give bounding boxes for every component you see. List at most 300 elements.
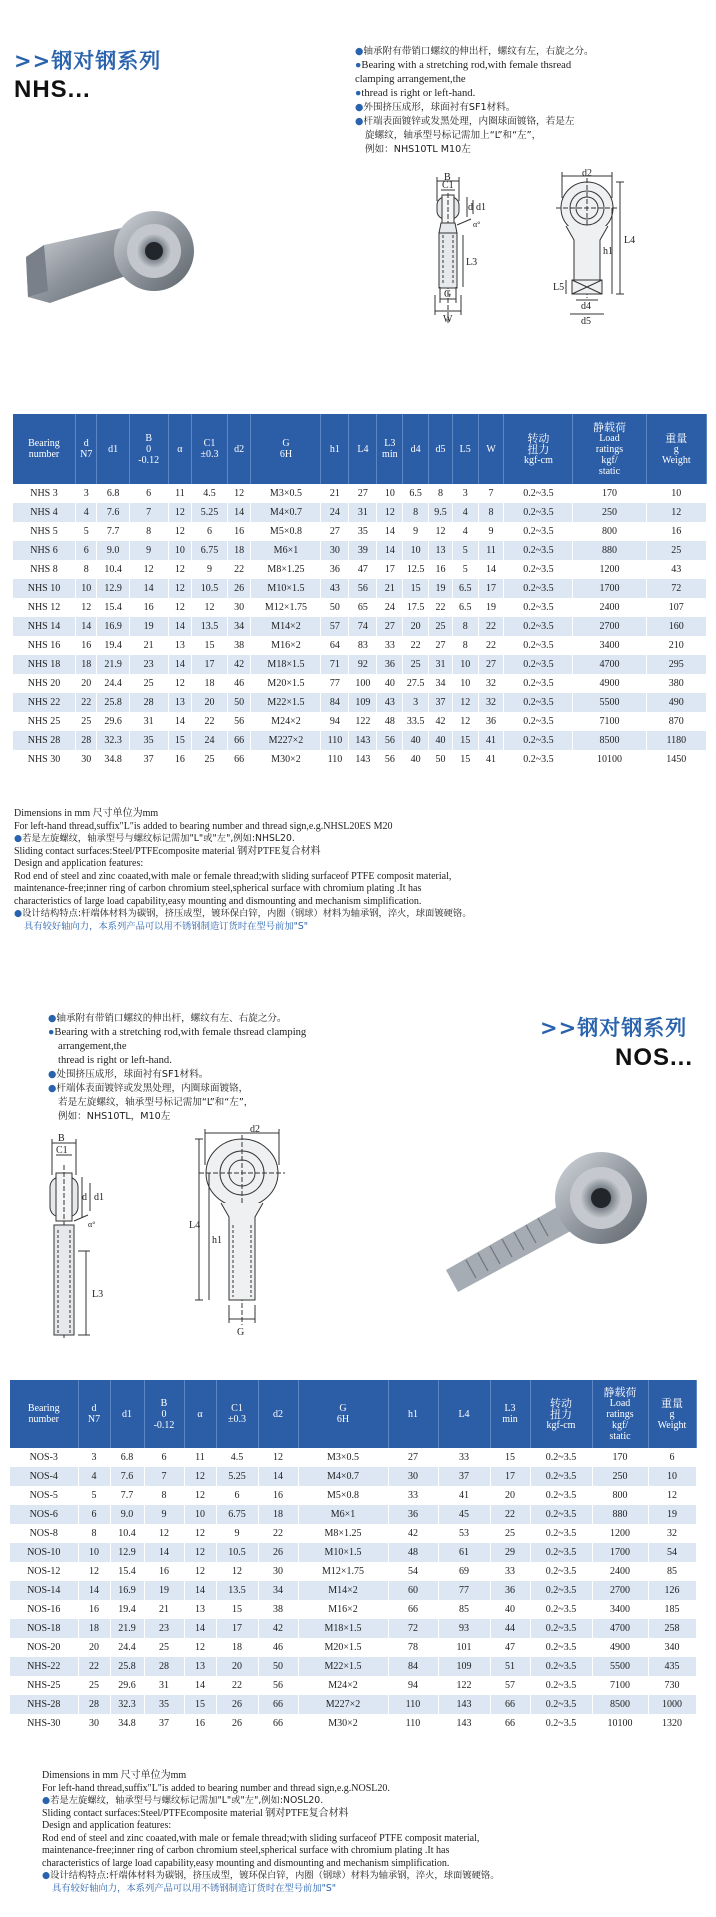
nos-note-6: Rod end of steel and zinc coaated,with male or female thread;with sliding surfaceof PTFE composit material,: [42, 1832, 480, 1844]
nos-table-row: [10, 1524, 696, 1543]
nhs-table-cell: 27: [349, 484, 377, 503]
nhs-table-cell: 6.5: [403, 484, 429, 503]
nos-table-cell: NOS-6: [10, 1505, 78, 1524]
nhs-table-cell: 15: [192, 636, 228, 655]
nhs-table-cell: 74: [349, 617, 377, 636]
nhs-table-cell: 100: [349, 674, 377, 693]
nos-bullet-2b: arrangement,the: [58, 1041, 127, 1052]
nhs-table-cell: 77: [321, 674, 349, 693]
nhs-table-cell: 0.2~3.5: [504, 541, 573, 560]
nos-table-cell: 19: [144, 1581, 184, 1600]
nhs-table-cell: 490: [646, 693, 706, 712]
nos-table-cell: 880: [592, 1505, 648, 1524]
nos-table-cell: 10100: [592, 1714, 648, 1733]
nos-feature-bullets: ●轴承附有带销口螺纹的伸出杆，螺纹有左、右旋之分。 ●Bearing with a stretching rod,with female thsread clamping arrangement,the thread is right or left-hand. ●处围挤压成形，球面衬有SF1材料。 ●杆端体表面镀锌或发黑处理，内圈球面镀铬， 若是左旋螺纹，轴承型号标记需加“L”和“左”， 例如：NHS10TL，M10左: [48, 1013, 307, 1122]
nhs-table-cell: 10.4: [97, 560, 129, 579]
nhs-table-cell: 6: [75, 541, 97, 560]
nos-table-cell: 4.5: [216, 1448, 258, 1467]
nos-table-cell: 2700: [592, 1581, 648, 1600]
nos-table-cell: 15.4: [110, 1562, 144, 1581]
nhs-table-cell: M5×0.8: [251, 522, 321, 541]
nhs-table-cell: 16: [168, 750, 192, 769]
nos-table-cell: 33: [490, 1562, 530, 1581]
nos-table-cell: NHS-28: [10, 1695, 78, 1714]
nos-dim-d: d: [82, 1192, 87, 1203]
nhs-table-cell: 6.8: [97, 484, 129, 503]
nos-table-cell: 15: [216, 1600, 258, 1619]
nos-table-cell: 30: [258, 1562, 298, 1581]
nhs-table-cell: 12.5: [403, 560, 429, 579]
nhs-table-row: [13, 522, 707, 541]
nhs-dim-d4: d4: [581, 301, 591, 312]
nos-table-cell: 29: [490, 1543, 530, 1562]
nhs-table-cell: 22: [429, 598, 453, 617]
nhs-table-cell: 5: [452, 560, 478, 579]
nos-col-header-line: B: [160, 1397, 168, 1409]
nos-product-photo: [436, 1150, 676, 1300]
nos-bullet-5c: 例如：NHS10TL，M10左: [58, 1111, 171, 1122]
nos-table-cell: 6.75: [216, 1505, 258, 1524]
nhs-table-cell: 27: [478, 655, 504, 674]
nhs-table-cell: 110: [321, 731, 349, 750]
nhs-table-cell: 10: [452, 655, 478, 674]
nhs-col-header-line: L3: [384, 438, 396, 449]
nhs-table-cell: 32: [478, 674, 504, 693]
nhs-col-header-line: d: [83, 438, 89, 449]
nhs-table-cell: 14: [377, 522, 403, 541]
nhs-table-cell: 56: [227, 712, 251, 731]
nos-col-header-line: min: [502, 1414, 518, 1425]
nhs-table-cell: NHS 3: [13, 484, 75, 503]
nos-col-header: [184, 1380, 216, 1448]
nhs-table-cell: 10: [377, 484, 403, 503]
nhs-table-cell: 12: [646, 503, 706, 522]
nhs-table-cell: 64: [321, 636, 349, 655]
nhs-col-header: [429, 414, 453, 484]
nhs-col-header-line: C1: [203, 438, 216, 449]
nhs-table-cell: 39: [349, 541, 377, 560]
nhs-series-title: >>钢对钢系列: [14, 49, 162, 73]
nos-table-cell: 730: [648, 1676, 696, 1695]
nos-table-cell: 6: [144, 1448, 184, 1467]
nhs-table-cell: 13: [168, 693, 192, 712]
nhs-table-cell: 29.6: [97, 712, 129, 731]
nhs-table-cell: 34: [429, 674, 453, 693]
nos-col-header-line: 6H: [336, 1414, 350, 1425]
nos-note-10: 具有较好轴向力，本系列产品可以用不锈钢制造订货时在型号前加"S": [52, 1882, 337, 1894]
nhs-table-cell: 20: [403, 617, 429, 636]
nos-table-cell: M18×1.5: [298, 1619, 388, 1638]
nos-table-cell: 37: [144, 1714, 184, 1733]
nhs-front-view-drawing: [540, 168, 650, 328]
nhs-table-cell: M24×2: [251, 712, 321, 731]
nos-table-cell: 84: [388, 1657, 438, 1676]
nos-table-cell: 340: [648, 1638, 696, 1657]
nhs-table-cell: 160: [646, 617, 706, 636]
nhs-note-3: 若是左旋螺纹，轴承型号与螺纹标记需加"L"或"左",例如:NHSL20.: [22, 833, 295, 844]
nhs-table-cell: 37: [129, 750, 168, 769]
nhs-table-row: [13, 617, 707, 636]
nhs-table-cell: 11: [478, 541, 504, 560]
nhs-table-row: [13, 693, 707, 712]
nos-col-header-line: L3: [504, 1403, 516, 1414]
nos-table-cell: 0.2~3.5: [530, 1543, 592, 1562]
nhs-table-cell: NHS 14: [13, 617, 75, 636]
nos-table-cell: M3×0.5: [298, 1448, 388, 1467]
nhs-table-cell: 5: [75, 522, 97, 541]
nhs-table-cell: 24: [321, 503, 349, 522]
nhs-col-header-line: W: [486, 443, 496, 455]
nhs-series-code: NHS...: [14, 76, 91, 103]
nos-table-cell: 14: [184, 1581, 216, 1600]
nos-table-cell: 2400: [592, 1562, 648, 1581]
nos-table-cell: 26: [216, 1714, 258, 1733]
nhs-table-cell: 31: [129, 712, 168, 731]
nos-table-cell: 72: [388, 1619, 438, 1638]
nhs-table-cell: 22: [192, 712, 228, 731]
nos-table-cell: 4: [78, 1467, 110, 1486]
nhs-col-header-line: 转动: [527, 431, 550, 445]
nos-table-cell: 0.2~3.5: [530, 1676, 592, 1695]
nhs-table-cell: 12: [227, 484, 251, 503]
nos-table-cell: 110: [388, 1695, 438, 1714]
nhs-col-header-line: 重量: [665, 431, 688, 445]
nos-table-cell: 110: [388, 1714, 438, 1733]
nhs-table-cell: 12: [192, 598, 228, 617]
nhs-table-cell: 10: [646, 484, 706, 503]
nos-table-cell: 4700: [592, 1619, 648, 1638]
nhs-table-row: [13, 636, 707, 655]
nhs-table-cell: 380: [646, 674, 706, 693]
nhs-table-cell: 1700: [573, 579, 646, 598]
nos-table-row: [10, 1467, 696, 1486]
nhs-col-header: [227, 414, 251, 484]
nhs-note-1: Dimensions in mm 尺寸单位为mm: [14, 808, 159, 819]
nhs-col-header-line: d2: [234, 443, 245, 455]
nhs-table-cell: 12: [168, 579, 192, 598]
nos-table-cell: 93: [438, 1619, 490, 1638]
nos-series-title: >>钢对钢系列: [540, 1016, 688, 1040]
nhs-table-cell: 56: [377, 731, 403, 750]
nos-spec-table: [10, 1380, 697, 1733]
nhs-table-row: [13, 560, 707, 579]
nos-bullet-3: thread is right or left-hand.: [58, 1055, 172, 1066]
nhs-table-cell: 92: [349, 655, 377, 674]
nhs-table-cell: 4.5: [192, 484, 228, 503]
nos-table-cell: 10: [648, 1467, 696, 1486]
nhs-col-header-line: α: [177, 443, 183, 455]
nhs-col-header-line: -0.12: [138, 454, 160, 466]
nos-table-cell: 122: [438, 1676, 490, 1695]
nos-table-cell: NOS-4: [10, 1467, 78, 1486]
nhs-table-cell: 56: [377, 750, 403, 769]
nhs-table-cell: 6.5: [452, 579, 478, 598]
nos-table-cell: NHS-22: [10, 1657, 78, 1676]
nhs-table-cell: 210: [646, 636, 706, 655]
nhs-col-header: [349, 414, 377, 484]
nos-table-cell: 15: [184, 1695, 216, 1714]
nos-note-1: Dimensions in mm 尺寸单位为mm: [42, 1770, 187, 1781]
nhs-col-header-line: number: [28, 449, 60, 460]
nos-table-cell: 78: [388, 1638, 438, 1657]
nos-table-cell: 12: [184, 1486, 216, 1505]
nos-col-header-line: Load: [609, 1397, 631, 1409]
nhs-table-cell: 250: [573, 503, 646, 522]
nos-table-cell: 32: [648, 1524, 696, 1543]
nhs-table-cell: 56: [349, 579, 377, 598]
nhs-table-cell: 13: [429, 541, 453, 560]
nhs-table-cell: 12.9: [97, 579, 129, 598]
nos-table-cell: NOS-10: [10, 1543, 78, 1562]
nos-table-cell: 0.2~3.5: [530, 1581, 592, 1600]
nos-table-cell: 10.5: [216, 1543, 258, 1562]
nhs-bullet-3: thread is right or left-hand.: [361, 88, 476, 99]
nos-table-cell: 33: [388, 1486, 438, 1505]
nos-table-cell: 22: [258, 1524, 298, 1543]
nhs-table-cell: 19: [129, 617, 168, 636]
nhs-table-cell: 2700: [573, 617, 646, 636]
nhs-table-cell: 0.2~3.5: [504, 598, 573, 617]
nos-table-cell: 12: [216, 1562, 258, 1581]
nhs-table-cell: NHS 18: [13, 655, 75, 674]
nos-table-cell: 16: [144, 1562, 184, 1581]
nos-table-cell: 56: [258, 1676, 298, 1695]
nhs-table-cell: 13: [168, 636, 192, 655]
nhs-col-header: [168, 414, 192, 484]
nos-table-cell: 14: [144, 1543, 184, 1562]
nos-table-cell: 6: [216, 1486, 258, 1505]
nhs-table-cell: 12: [75, 598, 97, 617]
nos-table-cell: 13: [184, 1600, 216, 1619]
nos-col-header: [490, 1380, 530, 1448]
nhs-table-cell: 12: [168, 503, 192, 522]
nhs-col-header: [478, 414, 504, 484]
nhs-col-header-line: L4: [357, 443, 369, 455]
nhs-col-header-line: 静载荷: [592, 420, 626, 434]
nos-notes: Dimensions in mm 尺寸单位为mm For left-hand thread,suffix"L"is added to bearing number and thread sign,e.g.NOSL20. ●若是左旋螺纹，轴承型号与螺纹标记需加"L"或"左",例如:NOSL20. Sliding contact surfaces:Steel/PTFEcomposite material 钢对PTFE复合材料 Design and application features: Rod end of steel and zinc coaated,with male or female thread;with sliding surfaceof PTFE composit material, maintenance-free;inner ring of carbon chromium steel,spherical surface with chromium plating .It has characteristics of large load capability,easy mounting and dismounting and mechanism simplification. ●设计结构特点:杆端体材料为碳钢，挤压成型，镀环保白锌，内圈（钢球）材料为轴承钢，淬火，球面镀硬铬。 具有较好轴向力，本系列产品可以用不锈钢制造订货时在型号前加"S": [42, 1770, 702, 1895]
nhs-table-cell: 1450: [646, 750, 706, 769]
nhs-table-cell: 9: [129, 541, 168, 560]
nos-table-cell: 6: [648, 1448, 696, 1467]
nhs-table-cell: 12: [168, 522, 192, 541]
nhs-table-cell: 3400: [573, 636, 646, 655]
nhs-table-cell: 27: [377, 617, 403, 636]
nos-table-cell: 21.9: [110, 1619, 144, 1638]
nhs-table-cell: 43: [321, 579, 349, 598]
nhs-table-cell: 47: [349, 560, 377, 579]
nos-table-cell: 7: [144, 1467, 184, 1486]
nhs-bullet-1: 轴承附有带销口螺纹的伸出杆，螺纹有左，右旋之分。: [363, 46, 594, 57]
nhs-table-cell: 28: [75, 731, 97, 750]
nos-table-cell: 13.5: [216, 1581, 258, 1600]
nos-table-cell: 37: [438, 1467, 490, 1486]
nhs-table-cell: 21: [377, 579, 403, 598]
nos-table-cell: 24.4: [110, 1638, 144, 1657]
nhs-table-cell: 0.2~3.5: [504, 503, 573, 522]
nos-table-cell: 3: [78, 1448, 110, 1467]
nhs-table-cell: 0.2~3.5: [504, 750, 573, 769]
nos-table-cell: 13: [184, 1657, 216, 1676]
nos-table-cell: 27: [388, 1448, 438, 1467]
nos-dim-alpha: α°: [88, 1220, 96, 1229]
nos-table-cell: 40: [490, 1600, 530, 1619]
nos-table-cell: 42: [258, 1619, 298, 1638]
nos-table-cell: NHS-30: [10, 1714, 78, 1733]
nhs-table-cell: 38: [227, 636, 251, 655]
nos-table-cell: 435: [648, 1657, 696, 1676]
nos-table-row: [10, 1581, 696, 1600]
nhs-table-cell: 10: [452, 674, 478, 693]
nhs-table-cell: 12: [452, 693, 478, 712]
nhs-table-cell: 10: [168, 541, 192, 560]
nhs-table-cell: 9: [192, 560, 228, 579]
nos-table-cell: 25.8: [110, 1657, 144, 1676]
nos-table-cell: M12×1.75: [298, 1562, 388, 1581]
nos-table-cell: 16: [78, 1600, 110, 1619]
nhs-col-header-line: ratings: [595, 443, 624, 455]
nhs-table-cell: 6.75: [192, 541, 228, 560]
nhs-table-cell: 14: [168, 712, 192, 731]
nos-table-cell: 143: [438, 1695, 490, 1714]
nos-table-cell: 0.2~3.5: [530, 1562, 592, 1581]
nhs-table-cell: 32: [478, 693, 504, 712]
nos-table-cell: 60: [388, 1581, 438, 1600]
nhs-table-cell: 7.6: [97, 503, 129, 522]
nos-col-header-line: 转动: [550, 1396, 572, 1410]
nhs-table-row: [13, 503, 707, 522]
nhs-table-cell: 7100: [573, 712, 646, 731]
nhs-table-cell: 27.5: [403, 674, 429, 693]
nhs-side-view-drawing: [395, 172, 505, 325]
nos-table-cell: 18: [258, 1505, 298, 1524]
nhs-table-cell: 50: [321, 598, 349, 617]
nhs-table-cell: 12: [168, 598, 192, 617]
nhs-table-cell: NHS 6: [13, 541, 75, 560]
nos-col-header: [592, 1380, 648, 1448]
nhs-table-cell: NHS 4: [13, 503, 75, 522]
nos-col-header-line: L4: [458, 1408, 470, 1420]
nhs-table-cell: 11: [168, 484, 192, 503]
nhs-table-cell: 31: [429, 655, 453, 674]
nhs-col-header: [251, 414, 321, 484]
nhs-table-cell: 5.25: [192, 503, 228, 522]
nhs-table-cell: 15: [452, 731, 478, 750]
nos-table-cell: 15: [490, 1448, 530, 1467]
nos-table-cell: 48: [388, 1543, 438, 1562]
nhs-table-cell: M30×2: [251, 750, 321, 769]
nos-table-cell: 258: [648, 1619, 696, 1638]
nhs-table-cell: 71: [321, 655, 349, 674]
nos-col-header: [216, 1380, 258, 1448]
nos-table-cell: 1000: [648, 1695, 696, 1714]
nhs-table-cell: 25: [192, 750, 228, 769]
nos-table-cell: 16: [258, 1486, 298, 1505]
nhs-note-9: 设计结构特点:杆端体材料为碳钢，挤压成型，镀环保白锌，内圈（钢球）材料为轴承钢，淬火，球面镀硬铬。: [22, 908, 472, 919]
nhs-table-cell: M12×1.75: [251, 598, 321, 617]
nos-table-cell: 7100: [592, 1676, 648, 1695]
nhs-table-cell: 12: [429, 522, 453, 541]
nhs-table-cell: M22×1.5: [251, 693, 321, 712]
nhs-table-cell: 22: [403, 636, 429, 655]
nhs-table-cell: NHS 20: [13, 674, 75, 693]
nhs-table-cell: 66: [227, 750, 251, 769]
nos-table-cell: NOS-5: [10, 1486, 78, 1505]
nos-table-cell: 0.2~3.5: [530, 1600, 592, 1619]
nhs-table-cell: 143: [349, 750, 377, 769]
nhs-table-cell: 40: [403, 731, 429, 750]
nos-table-cell: 12: [184, 1467, 216, 1486]
nhs-col-header: [646, 414, 706, 484]
nos-table-cell: 16.9: [110, 1581, 144, 1600]
nhs-table-cell: 25.8: [97, 693, 129, 712]
nhs-table-cell: 33: [377, 636, 403, 655]
nhs-note-8: characteristics of large load capability,easy mounting and dismounting and mechanism simplification.: [14, 895, 422, 907]
nos-note-5: Design and application features:: [42, 1820, 172, 1831]
nhs-table-cell: NHS 8: [13, 560, 75, 579]
nos-col-header: [530, 1380, 592, 1448]
nos-note-7: maintenance-free;inner ring of carbon chromium steel,spherical surface with chromium plating .It has: [42, 1845, 450, 1856]
nos-table-cell: 16: [184, 1714, 216, 1733]
nos-table-cell: 0.2~3.5: [530, 1657, 592, 1676]
nos-table-cell: 12: [144, 1524, 184, 1543]
nos-col-header-line: G: [339, 1403, 347, 1414]
nhs-table-cell: 295: [646, 655, 706, 674]
nos-col-header-line: g: [669, 1408, 675, 1420]
nos-table-cell: M20×1.5: [298, 1638, 388, 1657]
nhs-col-header-line: d5: [435, 443, 446, 455]
nos-table-cell: 7.7: [110, 1486, 144, 1505]
nhs-table-cell: 21: [129, 636, 168, 655]
nhs-table-cell: 8: [452, 636, 478, 655]
nhs-table-cell: 0.2~3.5: [504, 617, 573, 636]
nos-table-cell: 47: [490, 1638, 530, 1657]
nos-table-cell: 0.2~3.5: [530, 1505, 592, 1524]
nhs-table-cell: 0.2~3.5: [504, 484, 573, 503]
nhs-table-cell: M10×1.5: [251, 579, 321, 598]
nhs-col-header: [377, 414, 403, 484]
nos-bullet-4: 处围挤压成形，球面衬有SF1材料。: [56, 1069, 209, 1080]
nhs-table-cell: 14: [168, 617, 192, 636]
nos-table-cell: 9: [144, 1505, 184, 1524]
nos-table-row: [10, 1714, 696, 1733]
nos-table-cell: M6×1: [298, 1505, 388, 1524]
nos-col-header-line: d: [91, 1403, 97, 1414]
nos-col-header-line: 扭力: [550, 1407, 572, 1421]
nhs-table-cell: 8: [75, 560, 97, 579]
nhs-col-header: [573, 414, 646, 484]
nhs-note-10: 具有较好轴向力，本系列产品可以用不锈钢制造订货时在型号前加"S": [24, 920, 309, 932]
nhs-table-cell: NHS 28: [13, 731, 75, 750]
nos-table-cell: 17: [216, 1619, 258, 1638]
nhs-table-cell: 16: [75, 636, 97, 655]
nos-table-cell: 1320: [648, 1714, 696, 1733]
nhs-table-cell: 20: [75, 674, 97, 693]
nhs-col-header-line: B: [145, 432, 152, 444]
nhs-col-header: [13, 414, 75, 484]
nhs-table-cell: 15: [452, 750, 478, 769]
nos-col-header: [298, 1380, 388, 1448]
nhs-table-row: [13, 731, 707, 750]
nos-col-header: [438, 1380, 490, 1448]
nhs-table-cell: 2400: [573, 598, 646, 617]
nos-table-cell: 46: [258, 1638, 298, 1657]
nos-col-header-line: h1: [408, 1408, 418, 1420]
nhs-table-row: [13, 712, 707, 731]
nhs-table-cell: 22: [478, 636, 504, 655]
nhs-table-cell: 15: [403, 579, 429, 598]
nos-table-row: [10, 1448, 696, 1467]
nhs-table-cell: M8×1.25: [251, 560, 321, 579]
